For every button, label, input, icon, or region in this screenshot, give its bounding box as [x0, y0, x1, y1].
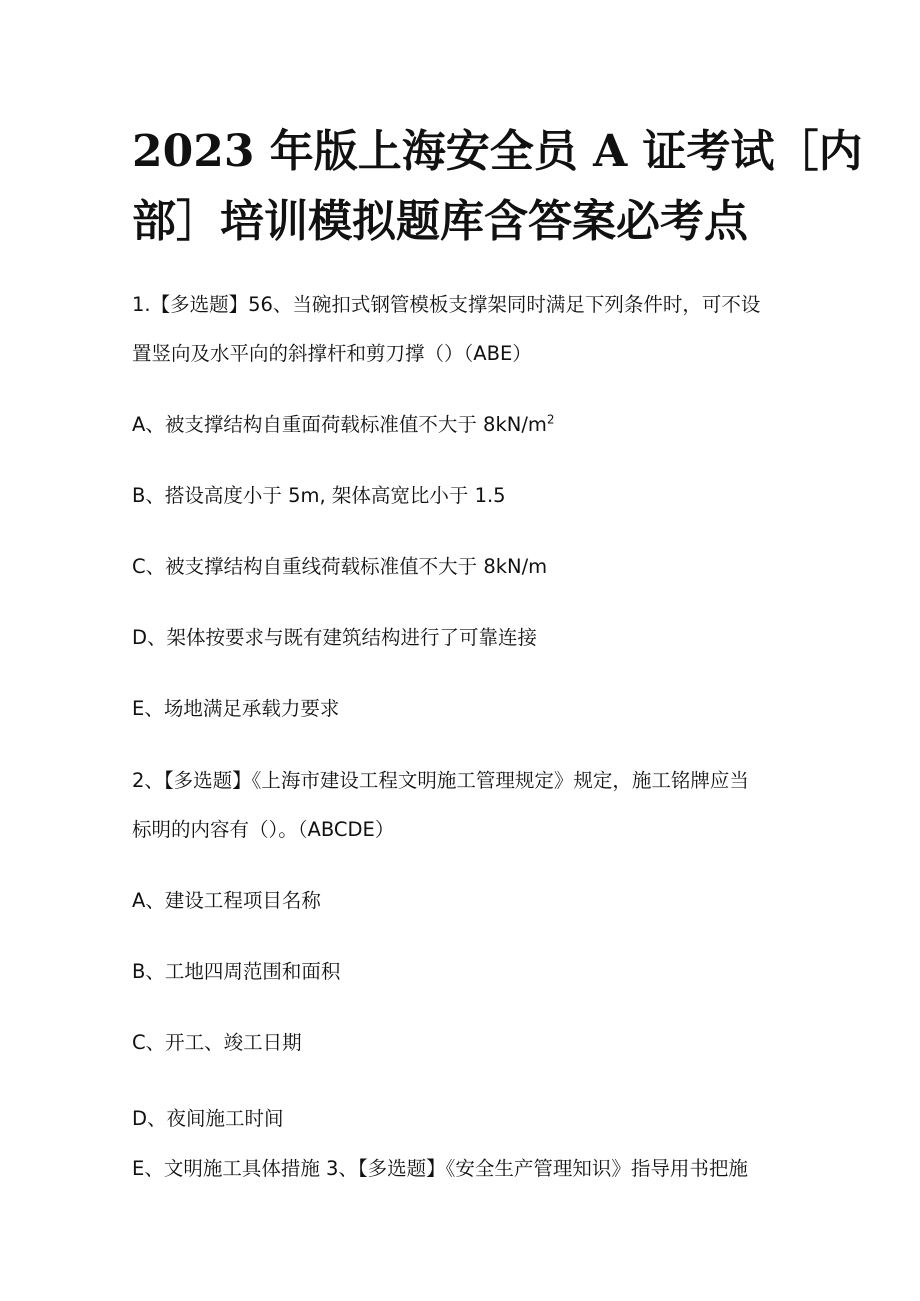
question-1-option-c: C、被支撑结构自重线荷载标准值不大于 8kN/m [132, 555, 548, 578]
document-title-line-2: 部］培训模拟题库含答案必考点 [132, 196, 748, 247]
question-2-option-e: E、文明施工具体措施 3、【多选题】《安全生产管理知识》指导用书把施 [132, 1157, 748, 1180]
question-2-option-a: A、建设工程项目名称 [132, 889, 321, 912]
question-1-stem-line-1: 1.【多选题】56、当碗扣式钢管模板支撑架同时满足下列条件时，可不设 [132, 293, 761, 316]
document-title-line-1: 2023 年版上海安全员 A 证考试［内 [132, 126, 863, 177]
question-2-option-c: C、开工、竣工日期 [132, 1031, 302, 1054]
question-1-option-d: D、架体按要求与既有建筑结构进行了可靠连接 [132, 626, 538, 649]
question-1-option-b: B、搭设高度小于 5m, 架体高宽比小于 1.5 [132, 484, 506, 507]
question-1-option-a [132, 411, 792, 439]
question-2-stem-line-2: 标明的内容有（）。（ABCDE） [132, 818, 395, 841]
question-2-option-b: B、工地四周范围和面积 [132, 960, 341, 983]
question-1-stem-line-2: 置竖向及水平向的斜撑杆和剪刀撑（）（ABE） [132, 342, 532, 365]
question-2-stem-line-1: 2、【多选题】《上海市建设工程文明施工管理规定》规定，施工铭牌应当 [132, 769, 749, 792]
question-1-option-e: E、场地满足承载力要求 [132, 697, 340, 720]
option-text: A、被支撑结构自重面荷载标准值不大于 8kN/m [132, 413, 547, 436]
question-2-option-d: D、夜间施工时间 [132, 1107, 284, 1130]
superscript: 2 [546, 412, 555, 427]
